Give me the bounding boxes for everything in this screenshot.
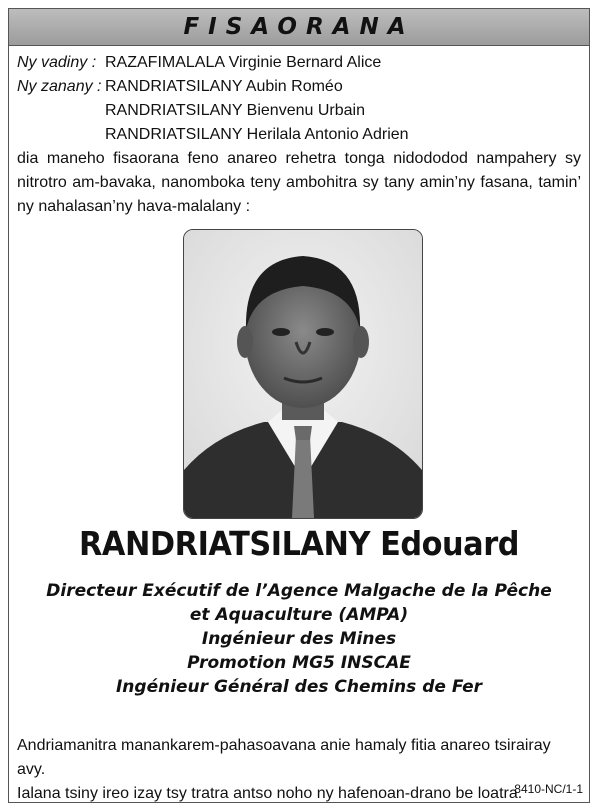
spouse-name: RAZAFIMALALA Virginie Bernard Alice <box>105 54 382 71</box>
header-title: FISAORANA <box>183 14 415 40</box>
closing-line: Ialana tsiny ireo izay tsy tratra antso noho ny hafenoan-drano be loatra. <box>17 785 523 802</box>
children-row <box>17 75 581 99</box>
thanks-paragraph-line: ny nahalasan’ny hava-malalany : <box>17 198 251 215</box>
child-name: RANDRIATSILANY Herilala Antonio Adrien <box>105 126 409 143</box>
notice-frame <box>8 8 590 803</box>
title-line: Ingénieur des Mines <box>201 629 397 649</box>
child-name: RANDRIATSILANY Aubin Roméo <box>105 78 343 95</box>
reference-code: 8410-NC/1-1 <box>514 782 583 796</box>
header-banner <box>9 9 589 46</box>
title-line: et Aquaculture (AMPA) <box>189 605 409 625</box>
child-name: RANDRIATSILANY Bienvenu Urbain <box>105 102 365 119</box>
titles-block <box>9 579 589 699</box>
intro-block <box>17 51 581 219</box>
children-label: Ny zanany : <box>17 78 102 95</box>
spouse-row <box>17 51 581 75</box>
children-row <box>17 123 581 147</box>
closing-line: Andriamanitra manankarem-pahasoavana anie hamaly fitia anareo tsirairay avy. <box>17 737 551 778</box>
thanks-paragraph-line: nitrotro am-bavaka, nanomboka teny ambohitra sy tany amin’ny fasana, tamin’ <box>17 174 581 191</box>
children-row <box>17 99 581 123</box>
spouse-label: Ny vadiny : <box>17 54 97 71</box>
portrait-image <box>184 230 422 518</box>
closing-block <box>17 734 581 806</box>
deceased-name: RANDRIATSILANY Edouard <box>79 524 519 563</box>
title-line: Promotion MG5 INSCAE <box>187 653 411 673</box>
portrait-photo <box>183 229 423 519</box>
thanks-paragraph-line: dia maneho fisaorana feno anareo rehetra tonga nidododod nampahery sy <box>17 150 581 167</box>
title-line: Ingénieur Général des Chemins de Fer <box>115 677 483 697</box>
title-line: Directeur Exécutif de l’Agence Malgache de la Pêche <box>46 581 552 601</box>
